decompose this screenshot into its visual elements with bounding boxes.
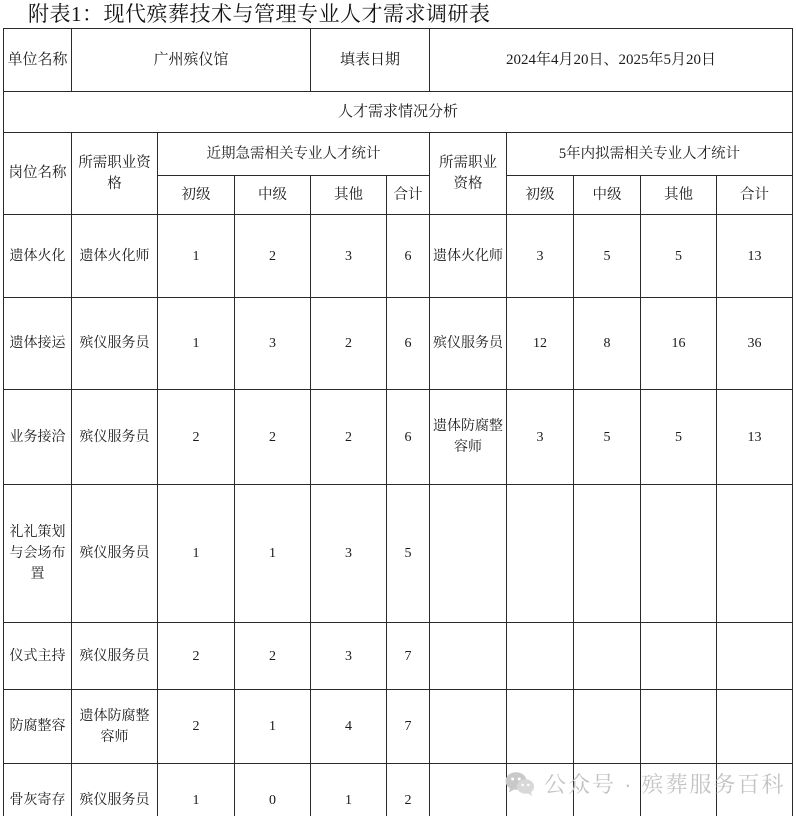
cell-future-intermediate: 5	[574, 215, 641, 298]
header-future-total: 合计	[717, 176, 793, 215]
cell-future-other	[641, 623, 717, 690]
header-near-intermediate: 中级	[235, 176, 311, 215]
cell-qualification-future	[430, 764, 507, 816]
cell-future-junior	[507, 764, 574, 816]
cell-position: 骨灰寄存	[4, 764, 72, 816]
talent-demand-survey-table	[3, 28, 793, 816]
cell-position: 业务接洽	[4, 390, 72, 485]
header-near-junior: 初级	[158, 176, 235, 215]
header-future-other: 其他	[641, 176, 717, 215]
cell-near-total: 6	[387, 215, 430, 298]
cell-future-junior: 3	[507, 215, 574, 298]
unit-name-label: 单位名称	[4, 29, 72, 92]
header-position-name: 岗位名称	[4, 133, 72, 215]
watermark-text: 公众号 · 殡葬服务百科	[544, 772, 786, 797]
cell-future-total: 36	[717, 298, 793, 390]
header-future-group: 5年内拟需相关专业人才统计	[507, 133, 793, 176]
table-row	[4, 390, 793, 485]
cell-future-intermediate	[574, 764, 641, 816]
cell-qualification-near: 遗体防腐整容师	[72, 690, 158, 764]
cell-position: 礼礼策划与会场布置	[4, 485, 72, 623]
header-near-total: 合计	[387, 176, 430, 215]
cell-near-intermediate: 2	[235, 623, 311, 690]
cell-future-total: 13	[717, 215, 793, 298]
table-row	[4, 298, 793, 390]
cell-near-intermediate: 3	[235, 298, 311, 390]
cell-near-total: 7	[387, 623, 430, 690]
table-row	[4, 485, 793, 623]
cell-near-other: 3	[311, 215, 387, 298]
cell-near-other: 1	[311, 764, 387, 816]
cell-future-other: 16	[641, 298, 717, 390]
header-near-group: 近期急需相关专业人才统计	[158, 133, 430, 176]
header-future-intermediate: 中级	[574, 176, 641, 215]
cell-near-junior: 1	[158, 764, 235, 816]
table-row	[4, 215, 793, 298]
header-future-junior: 初级	[507, 176, 574, 215]
cell-future-intermediate	[574, 623, 641, 690]
cell-future-other: 5	[641, 215, 717, 298]
table-row	[4, 690, 793, 764]
cell-position: 遗体火化	[4, 215, 72, 298]
cell-near-other: 2	[311, 298, 387, 390]
cell-near-junior: 1	[158, 485, 235, 623]
cell-future-total	[717, 764, 793, 816]
cell-near-other: 3	[311, 485, 387, 623]
header-qualification-future: 所需职业资格	[430, 133, 507, 215]
cell-qualification-future: 遗体火化师	[430, 215, 507, 298]
cell-future-other	[641, 764, 717, 816]
cell-qualification-near: 殡仪服务员	[72, 764, 158, 816]
header-qualification-near: 所需职业资格	[72, 133, 158, 215]
cell-near-intermediate: 1	[235, 485, 311, 623]
header-near-other: 其他	[311, 176, 387, 215]
table-row	[4, 764, 793, 816]
section-title-row	[4, 92, 793, 133]
cell-qualification-near: 殡仪服务员	[72, 298, 158, 390]
cell-position: 仪式主持	[4, 623, 72, 690]
cell-near-intermediate: 1	[235, 690, 311, 764]
cell-near-other: 4	[311, 690, 387, 764]
cell-near-junior: 2	[158, 390, 235, 485]
cell-future-junior	[507, 690, 574, 764]
cell-future-total	[717, 623, 793, 690]
table-header-top	[4, 133, 793, 176]
cell-near-intermediate: 2	[235, 390, 311, 485]
cell-future-intermediate: 8	[574, 298, 641, 390]
cell-future-intermediate	[574, 485, 641, 623]
fill-date-label: 填表日期	[311, 29, 430, 92]
fill-date-value: 2024年4月20日、2025年5月20日	[430, 29, 793, 92]
cell-future-total: 13	[717, 390, 793, 485]
cell-future-other	[641, 485, 717, 623]
cell-qualification-future: 遗体防腐整容师	[430, 390, 507, 485]
survey-table-container	[3, 28, 792, 816]
cell-near-junior: 2	[158, 623, 235, 690]
cell-future-total	[717, 485, 793, 623]
cell-qualification-near: 殡仪服务员	[72, 485, 158, 623]
cell-near-total: 6	[387, 390, 430, 485]
cell-position: 防腐整容	[4, 690, 72, 764]
cell-near-junior: 1	[158, 298, 235, 390]
cell-future-other	[641, 690, 717, 764]
cell-near-intermediate: 2	[235, 215, 311, 298]
cell-future-junior	[507, 485, 574, 623]
cell-position: 遗体接运	[4, 298, 72, 390]
cell-near-other: 2	[311, 390, 387, 485]
cell-future-other: 5	[641, 390, 717, 485]
page-title: 附表1：现代殡葬技术与管理专业人才需求调研表	[28, 2, 491, 26]
cell-future-intermediate: 5	[574, 390, 641, 485]
cell-qualification-near: 殡仪服务员	[72, 390, 158, 485]
table-row	[4, 623, 793, 690]
cell-future-total	[717, 690, 793, 764]
unit-name-value: 广州殡仪馆	[72, 29, 311, 92]
cell-qualification-future	[430, 690, 507, 764]
cell-qualification-future	[430, 485, 507, 623]
cell-qualification-future	[430, 623, 507, 690]
cell-qualification-near: 殡仪服务员	[72, 623, 158, 690]
info-row	[4, 29, 793, 92]
section-title: 人才需求情况分析	[4, 92, 793, 133]
cell-future-intermediate	[574, 690, 641, 764]
cell-near-junior: 1	[158, 215, 235, 298]
cell-near-total: 2	[387, 764, 430, 816]
cell-near-junior: 2	[158, 690, 235, 764]
cell-future-junior	[507, 623, 574, 690]
cell-qualification-near: 遗体火化师	[72, 215, 158, 298]
cell-near-intermediate: 0	[235, 764, 311, 816]
cell-near-total: 7	[387, 690, 430, 764]
cell-near-other: 3	[311, 623, 387, 690]
cell-near-total: 5	[387, 485, 430, 623]
cell-future-junior: 3	[507, 390, 574, 485]
cell-near-total: 6	[387, 298, 430, 390]
cell-qualification-future: 殡仪服务员	[430, 298, 507, 390]
cell-future-junior: 12	[507, 298, 574, 390]
